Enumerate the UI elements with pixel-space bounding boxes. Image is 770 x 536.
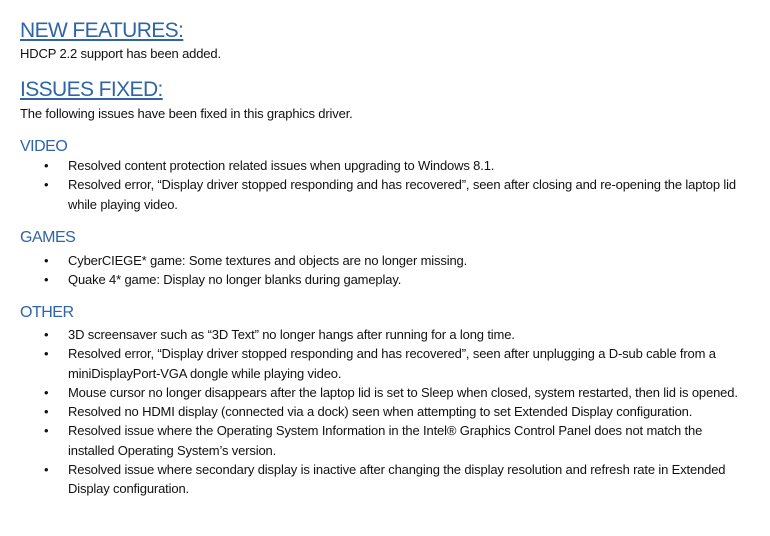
list-item — [0, 344, 770, 383]
list-item-text: Mouse cursor no longer disappears after the laptop lid is set to Sleep when closed, system restarted, then lid is opened. — [68, 384, 738, 400]
video-list — [0, 156, 770, 214]
video-heading: VIDEO — [20, 138, 68, 155]
new-features-heading: NEW FEATURES: — [20, 19, 184, 42]
list-item — [0, 460, 770, 499]
list-item-text: Quake 4* game: Display no longer blanks during gameplay. — [68, 272, 402, 288]
bullet-icon: • — [44, 158, 49, 173]
bullet-icon: • — [44, 404, 49, 420]
issues-fixed-intro: The following issues have been fixed in this graphics driver. — [20, 106, 353, 121]
list-item-text: Resolved content protection related issues when upgrading to Windows 8.1. — [68, 158, 495, 173]
games-list — [0, 251, 770, 290]
other-list — [0, 325, 770, 499]
new-features-text: HDCP 2.2 support has been added. — [20, 46, 221, 61]
list-item — [0, 156, 770, 175]
list-item — [0, 251, 770, 270]
games-heading: GAMES — [20, 229, 76, 246]
list-item — [0, 402, 770, 421]
bullet-icon: • — [44, 423, 49, 439]
other-heading: OTHER — [20, 304, 74, 321]
bullet-icon: • — [44, 346, 49, 362]
issues-fixed-heading: ISSUES FIXED: — [20, 78, 163, 101]
list-item-text: Resolved no HDMI display (connected via a dock) seen when attempting to set Extended Display configuration. — [68, 404, 693, 420]
list-item — [0, 421, 770, 460]
list-item — [0, 175, 770, 214]
bullet-icon: • — [44, 272, 49, 288]
list-item — [0, 270, 770, 289]
list-item-text: Resolved issue where the Operating System Information in the Intel® Graphics Control Panel does not match the installed Operating System’s version. — [68, 423, 703, 458]
bullet-icon: • — [44, 177, 49, 193]
list-item-text: Resolved error, “Display driver stopped responding and has recovered”, seen after unplugging a D-sub cable from a miniDisplayPort-VGA dongle while playing video. — [68, 346, 716, 381]
list-item-text: Resolved error, “Display driver stopped responding and has recovered”, seen after closing and re-opening the laptop lid while playing video. — [68, 177, 736, 212]
bullet-icon: • — [44, 253, 49, 268]
bullet-icon: • — [44, 327, 49, 342]
list-item-text: Resolved issue where secondary display is inactive after changing the display resolution and refresh rate in Extended Display configuration. — [68, 462, 726, 497]
bullet-icon: • — [44, 384, 49, 400]
list-item-text: CyberCIEGE* game: Some textures and objects are no longer missing. — [68, 253, 468, 268]
list-item — [0, 325, 770, 344]
list-item — [0, 383, 770, 402]
list-item-text: 3D screensaver such as “3D Text” no longer hangs after running for a long time. — [68, 327, 515, 342]
bullet-icon: • — [44, 462, 49, 478]
